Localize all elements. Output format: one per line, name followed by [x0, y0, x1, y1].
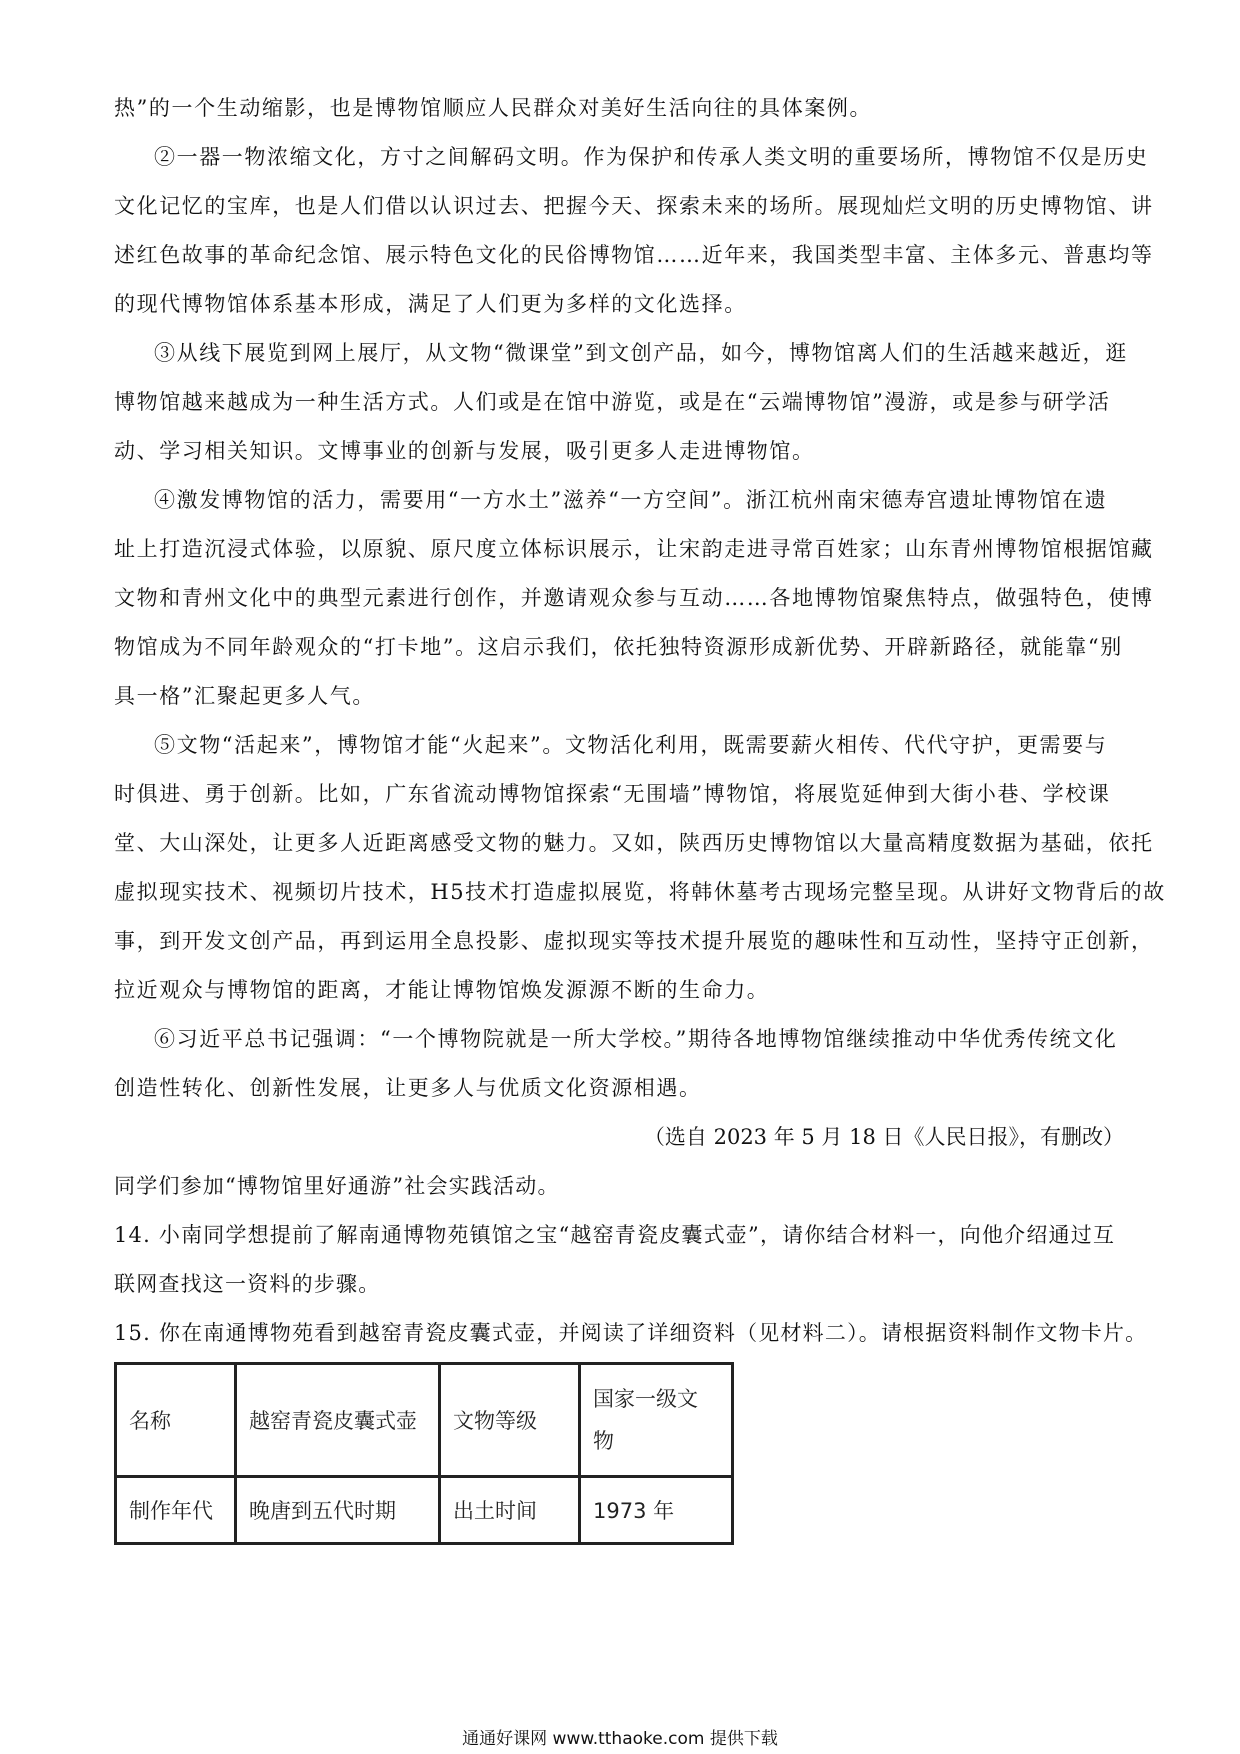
card-grade-value [580, 1364, 733, 1477]
paragraph-5-line: ⑤文物“活起来”，博物馆才能“火起来”。文物活化利用，既需要薪火相传、代代守护，更需要与 [154, 733, 1108, 757]
passage-line: 热”的一个生动缩影，也是博物馆顺应人民群众对美好生活向往的具体案例。 [114, 96, 873, 120]
card-name-label: 名称 [116, 1364, 236, 1477]
question-14-line-2: 联网查找这一资料的步骤。 [114, 1272, 381, 1296]
paragraph-6-line: ⑥习近平总书记强调：“一个博物院就是一所大学校。”期待各地博物馆继续推动中华优秀传统文化 [154, 1027, 1118, 1051]
card-name-value: 越窑青瓷皮囊式壶 [236, 1364, 440, 1477]
passage-line: 具一格”汇聚起更多人气。 [114, 684, 375, 708]
card-unearthed-value: 1973 年 [580, 1477, 733, 1544]
activity-intro: 同学们参加“博物馆里好通游”社会实践活动。 [114, 1174, 560, 1198]
footer-credit: 通通好课网 www.tthaoke.com 提供下载 [462, 1729, 778, 1749]
paragraph-4-line: ④激发博物馆的活力，需要用“一方水土”滋养“一方空间”。浙江杭州南宋德寿宫遗址博物馆在遗 [154, 488, 1108, 512]
question-14-line-1: 14. 小南同学想提前了解南通博物苑镇馆之宝“越窑青瓷皮囊式壶”，请你结合材料一，向他介绍通过互 [114, 1223, 1116, 1247]
passage-line: 创造性转化、创新性发展，让更多人与优质文化资源相遇。 [114, 1076, 702, 1100]
passage-line: 文化记忆的宝库，也是人们借以认识过去、把握今天、探索未来的场所。展现灿烂文明的历史博物馆、讲 [114, 194, 1154, 218]
card-era-label: 制作年代 [116, 1477, 236, 1544]
passage-line: 堂、大山深处，让更多人近距离感受文物的魅力。又如，陕西历史博物馆以大量高精度数据为基础，依托 [114, 831, 1154, 855]
passage-line: 拉近观众与博物馆的距离，才能让博物馆焕发源源不断的生命力。 [114, 978, 770, 1002]
card-grade-value-line-2: 物 [593, 1429, 614, 1453]
paragraph-2-line: ②一器一物浓缩文化，方寸之间解码文明。作为保护和传承人类文明的重要场所，博物馆不仅是历史 [154, 145, 1149, 169]
passage-line: 址上打造沉浸式体验，以原貌、原尺度立体标识展示，让宋韵走进寻常百姓家；山东青州博物馆根据馆藏 [114, 537, 1154, 561]
source-note: （选自 2023 年 5 月 18 日《人民日报》，有删改） [643, 1125, 1124, 1149]
card-era-value: 晚唐到五代时期 [236, 1477, 440, 1544]
card-grade-label: 文物等级 [440, 1364, 580, 1477]
artifact-card-table [114, 1362, 734, 1545]
card-row-2 [116, 1477, 733, 1544]
passage-line: 博物馆越来越成为一种生活方式。人们或是在馆中游览，或是在“云端博物馆”漫游，或是参与研学活 [114, 390, 1111, 414]
passage-line: 动、学习相关知识。文博事业的创新与发展，吸引更多人走进博物馆。 [114, 439, 815, 463]
paragraph-3-line: ③从线下展览到网上展厅，从文物“微课堂”到文创产品，如今，博物馆离人们的生活越来越近，逛 [154, 341, 1128, 365]
passage-line: 的现代博物馆体系基本形成，满足了人们更为多样的文化选择。 [114, 292, 747, 316]
passage-line: 虚拟现实技术、视频切片技术，H5技术打造虚拟展览，将韩休墓考古现场完整呈现。从讲好文物背后的故 [114, 880, 1166, 904]
passage-line: 文物和青州文化中的典型元素进行创作，并邀请观众参与互动……各地博物馆聚焦特点，做强特色，使博 [114, 586, 1154, 610]
passage-line: 物馆成为不同年龄观众的“打卡地”。这启示我们，依托独特资源形成新优势、开辟新路径，就能靠“别 [114, 635, 1123, 659]
card-row-1 [116, 1364, 733, 1477]
card-grade-value-line-1: 国家一级文 [593, 1387, 698, 1411]
passage-line: 时俱进、勇于创新。比如，广东省流动博物馆探索“无围墙”博物馆，将展览延伸到大街小巷、学校课 [114, 782, 1111, 806]
card-unearthed-label: 出土时间 [440, 1477, 580, 1544]
passage-line: 事，到开发文创产品，再到运用全息投影、虚拟现实等技术提升展览的趣味性和互动性，坚持守正创新， [114, 929, 1154, 953]
passage-line: 述红色故事的革命纪念馆、展示特色文化的民俗博物馆……近年来，我国类型丰富、主体多元、普惠均等 [114, 243, 1154, 267]
question-15: 15. 你在南通博物苑看到越窑青瓷皮囊式壶，并阅读了详细资料（见材料二）。请根据资料制作文物卡片。 [114, 1321, 1148, 1345]
